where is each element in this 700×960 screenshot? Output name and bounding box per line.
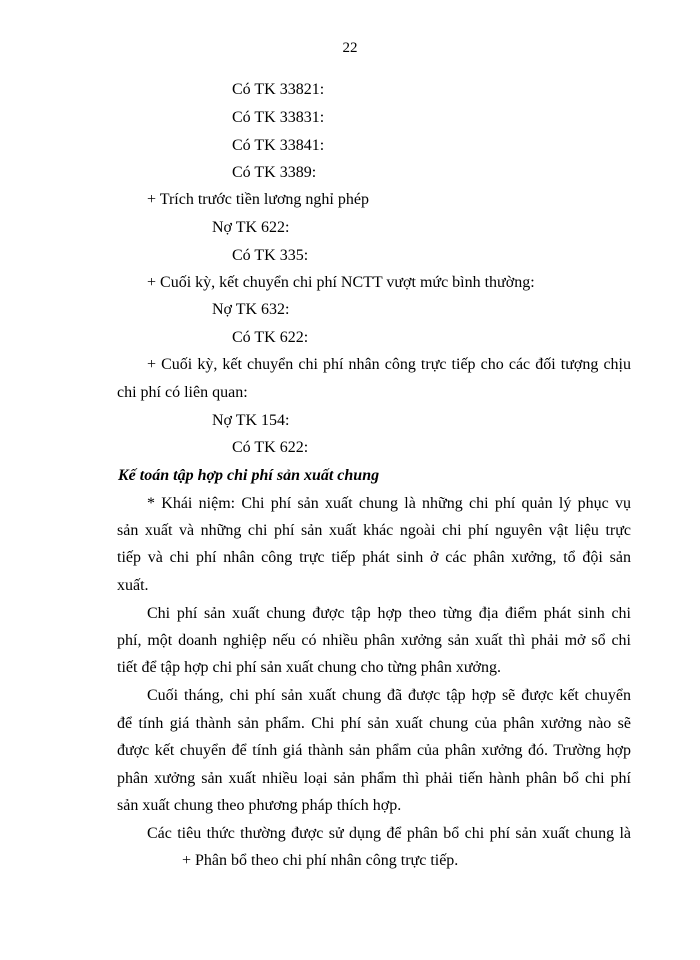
paragraph-line: tiết để tập hợp chi phí sản xuất chung cho từng phân xưởng. xyxy=(117,659,501,676)
page-number: 22 xyxy=(342,40,358,56)
text-line: Có TK 33841: xyxy=(232,137,325,154)
text-line: Có TK 3389: xyxy=(232,164,317,181)
text-line: Có TK 335: xyxy=(232,247,309,264)
bullet-line: + Trích trước tiền lương nghỉ phép xyxy=(147,191,369,208)
paragraph-line: sản xuất và những chi phí sản xuất khác ngoài chi phí nguyên vật liệu trực xyxy=(117,522,631,539)
paragraph-line: Các tiêu thức thường được sử dụng để phân bổ chi phí sản xuất chung là xyxy=(147,825,631,842)
text-line: Có TK 33821: xyxy=(232,81,325,98)
text-line: Có TK 622: xyxy=(232,439,309,456)
text-line: Nợ TK 632: xyxy=(212,301,290,318)
text-line: chi phí có liên quan: xyxy=(117,384,248,401)
text-line: Nợ TK 622: xyxy=(212,219,290,236)
text-line: Có TK 622: xyxy=(232,329,309,346)
bullet-line: + Cuối kỳ, kết chuyển chi phí nhân công trực tiếp cho các đối tượng chịu xyxy=(147,356,631,373)
section-heading: Kế toán tập hợp chi phí sản xuất chung xyxy=(118,467,380,484)
paragraph-line: tiếp và chi phí nhân công trực tiếp phát sinh ở các phân xưởng, tổ đội sản xyxy=(117,549,631,566)
paragraph-line: sản xuất chung theo phương pháp thích hợp. xyxy=(117,797,402,814)
paragraph-line: Cuối tháng, chi phí sản xuất chung đã được tập hợp sẽ được kết chuyển xyxy=(147,687,631,704)
bullet-line: + Phân bổ theo chi phí nhân công trực tiếp. xyxy=(182,852,459,869)
paragraph-line: Chi phí sản xuất chung được tập hợp theo từng địa điểm phát sinh chi xyxy=(147,605,631,622)
paragraph-line: để tính giá thành sản phẩm. Chi phí sản xuất chung của phân xưởng nào sẽ xyxy=(117,715,631,732)
paragraph-line: phí, một doanh nghiệp nếu có nhiều phân xưởng sản xuất thì phải mở sổ chi xyxy=(117,632,631,649)
text-line: Nợ TK 154: xyxy=(212,412,290,429)
text-line: Có TK 33831: xyxy=(232,109,325,126)
paragraph-line: xuất. xyxy=(117,577,149,594)
paragraph-line: * Khái niệm: Chi phí sản xuất chung là những chi phí quản lý phục vụ xyxy=(147,495,631,512)
paragraph-line: được kết chuyển để tính giá thành sản phẩm của phân xưởng đó. Trường hợp xyxy=(117,742,631,759)
paragraph-line: phân xưởng sản xuất nhiều loại sản phẩm thì phải tiến hành phân bổ chi phí xyxy=(117,770,631,787)
bullet-line: + Cuối kỳ, kết chuyển chi phí NCTT vượt mức bình thường: xyxy=(147,274,535,291)
